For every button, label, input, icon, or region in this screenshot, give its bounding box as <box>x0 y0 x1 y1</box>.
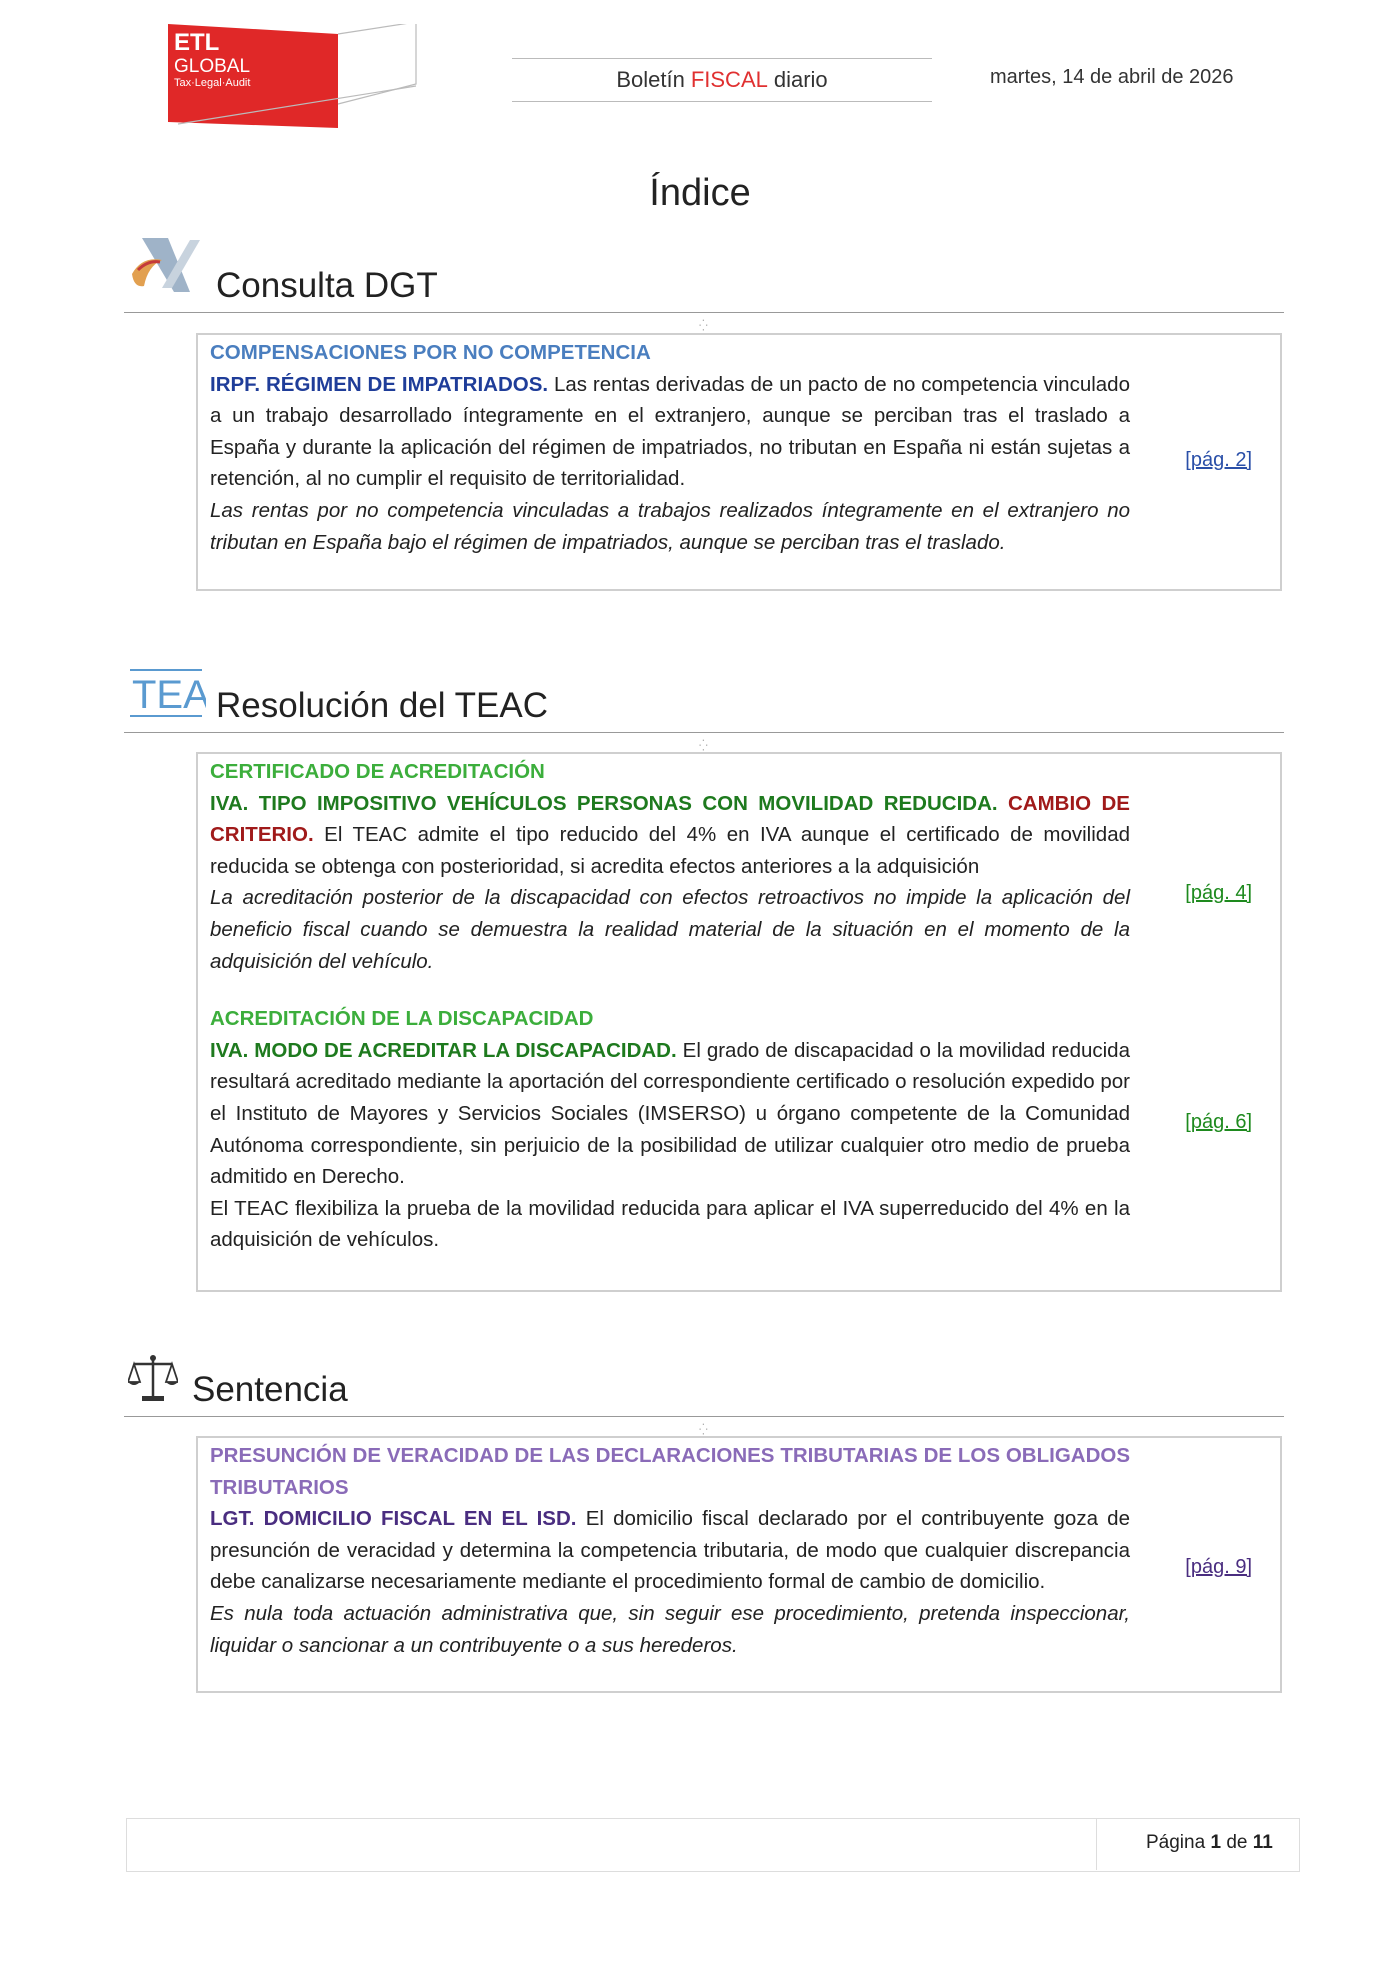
entry-body: El domicilio fiscal declarado por el contribuyente goza de presunción de veracidad y determina la competencia tributaria, de modo que cualquier discrepancia debe canalizarse necesariamente mediante el procedimiento formal de cambio de domicilio. <box>210 1507 1130 1594</box>
tea-logo-text: TEA <box>132 673 206 717</box>
page-current: 1 <box>1210 1832 1222 1853</box>
index-entry <box>198 756 1280 977</box>
entry-summary: El TEAC flexibiliza la prueba de la movilidad reducida para aplicar el IVA superreducido del 4% en la adquisición de vehículos. <box>210 1196 1130 1252</box>
page-link-2[interactable]: [pág. 2] <box>1185 449 1252 471</box>
entry-keyword: IRPF. RÉGIMEN DE IMPATRIADOS. <box>210 372 549 396</box>
section-header-teac <box>124 672 1284 752</box>
section-header-sentencia <box>124 1356 1284 1436</box>
section-title-dgt: Consulta DGT <box>216 266 438 305</box>
index-entry <box>198 1003 1280 1256</box>
entry-topic: COMPENSACIONES POR NO COMPETENCIA <box>210 341 651 364</box>
entry-body: Las rentas derivadas de un pacto de no competencia vinculado a un trabajo desarrollado íntegramente en el extranjero, aunque se perciban tras el traslado a España y durante la aplicación del régimen de impatriados, no tributan en España ni están sujetas a retención, al no cumplir el requisito de territorialidad. <box>210 372 1130 491</box>
page-link-6[interactable]: [pág. 6] <box>1185 1111 1252 1134</box>
bulletin-date: martes, 14 de abril de 2026 <box>990 66 1234 88</box>
anchor-icon: ⁛ <box>699 1424 708 1436</box>
logo-line3: Tax·Legal·Audit <box>174 77 251 89</box>
tea-logo-icon <box>128 664 206 727</box>
logo-line1: ETL <box>174 29 220 56</box>
logo-line2: GLOBAL <box>174 56 251 77</box>
entry-summary: La acreditación posterior de la discapacidad con efectos retroactivos no impide la aplicación del beneficio fiscal cuando se demuestra la realidad material de la situación en el momento de la adquisición del vehículo. <box>210 886 1130 973</box>
index-entry <box>198 1440 1280 1661</box>
entry-topic: CERTIFICADO DE ACREDITACIÓN <box>210 760 545 783</box>
page-total: 11 <box>1252 1832 1273 1853</box>
section-title-sentencia: Sentencia <box>192 1370 348 1409</box>
bulletin-title-accent: FISCAL <box>690 67 768 92</box>
bulletin-title <box>512 58 932 102</box>
entry-summary: Es nula toda actuación administrativa que, sin seguir ese procedimiento, pretenda inspeccionar, liquidar o sancionar a un contribuyente o a sus herederos. <box>210 1601 1130 1657</box>
page-link-9[interactable]: [pág. 9] <box>1185 1556 1252 1578</box>
section-header-dgt <box>124 252 1284 332</box>
footer <box>126 1818 1300 1872</box>
entry-body: El TEAC admite el tipo reducido del 4% en IVA aunque el certificado de movilidad reducida se obtenga con posterioridad, si acredita efectos anteriores a la adquisición <box>210 823 1130 878</box>
entry-topic: PRESUNCIÓN DE VERACIDAD DE LAS DECLARACIONES TRIBUTARIAS DE LOS OBLIGADOS TRIBUTARIOS <box>210 1444 1130 1499</box>
bulletin-title-post: diario <box>773 67 828 92</box>
anchor-icon: ⁛ <box>699 320 708 332</box>
entry-keyword: IVA. MODO DE ACREDITAR LA DISCAPACIDAD. <box>210 1038 677 1062</box>
index-title: Índice <box>649 172 751 214</box>
entry-summary: Las rentas por no competencia vinculadas a trabajos realizados íntegramente en el extranjero no tributan en España bajo el régimen de impatriados, aunque se perciban tras el traslado. <box>210 498 1130 554</box>
bulletin-title-pre: Boletín <box>616 67 685 92</box>
teac-box <box>196 752 1282 1292</box>
sentencia-box <box>196 1436 1282 1693</box>
etl-global-logo <box>168 24 418 132</box>
page-number <box>1146 1832 1273 1854</box>
index-entry <box>198 337 1280 558</box>
scales-icon <box>128 1352 178 1411</box>
section-title-teac: Resolución del TEAC <box>216 686 549 725</box>
page-label: Página <box>1146 1832 1206 1853</box>
footer-divider <box>1096 1818 1097 1870</box>
entry-body: El grado de discapacidad o la movilidad reducida resultará acreditado mediante la aportación del correspondiente certificado o resolución expedido por el Instituto de Mayores y Servicios Sociales (IMSERSO) u órgano competente de la Comunidad Autónoma correspondiente, sin perjuicio de la posibilidad de utilizar cualquier otro medio de prueba admitido en Derecho. <box>210 1038 1130 1189</box>
aeat-logo-icon <box>128 230 208 307</box>
entry-keyword: LGT. DOMICILIO FISCAL EN EL ISD. <box>210 1507 577 1531</box>
entry-keyword: IVA. TIPO IMPOSITIVO VEHÍCULOS PERSONAS CON MOVILIDAD REDUCIDA. <box>210 791 998 815</box>
anchor-icon: ⁛ <box>699 740 708 752</box>
dgt-box <box>196 333 1282 591</box>
page-link-4[interactable]: [pág. 4] <box>1185 882 1252 904</box>
page-of: de <box>1226 1832 1248 1853</box>
entry-topic: ACREDITACIÓN DE LA DISCAPACIDAD <box>210 1007 594 1031</box>
entry-criterio: CAMBIO DE CRITERIO. <box>210 791 1130 847</box>
